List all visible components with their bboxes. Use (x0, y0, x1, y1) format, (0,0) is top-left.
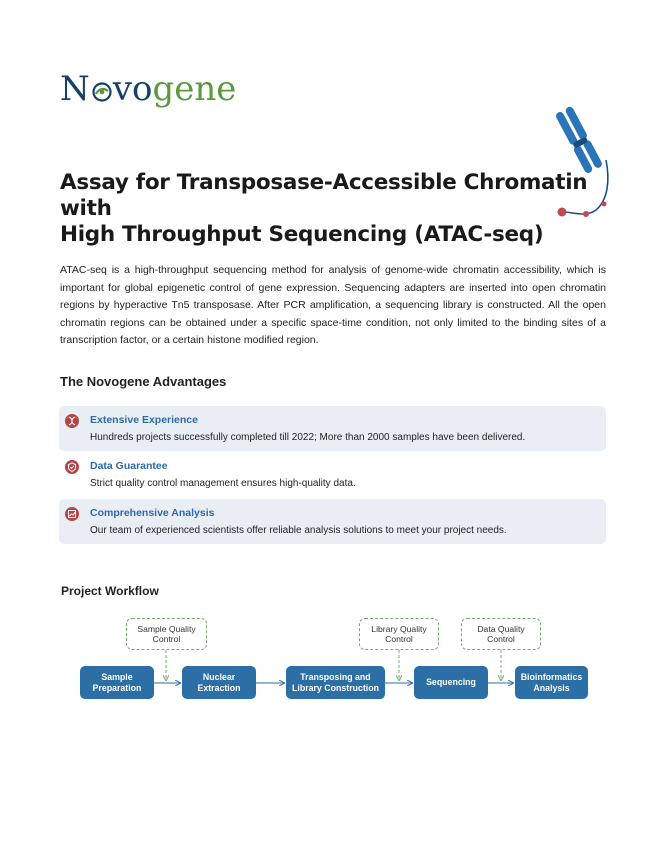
workflow-diagram (0, 610, 662, 710)
step-nuclear-extraction: Nuclear Extraction (182, 666, 256, 699)
title-line-2: High Throughput Sequencing (ATAC-seq) (60, 222, 544, 247)
dna-icon (65, 414, 79, 428)
advantage-desc: Our team of experienced scientists offer reliable analysis solutions to meet your project needs. (90, 525, 507, 536)
advantages-heading: The Novogene Advantages (60, 374, 227, 389)
workflow-heading: Project Workflow (61, 584, 159, 598)
shield-check-icon (65, 460, 79, 474)
step-transposing-library: Transposing and Library Construction (286, 666, 385, 699)
chart-icon (65, 507, 79, 521)
qc-box-sample: Sample Quality Control (126, 618, 207, 650)
advantage-title: Extensive Experience (90, 414, 198, 426)
advantage-desc: Strict quality control management ensures high-quality data. (90, 478, 356, 489)
step-sample-preparation: Sample Preparation (80, 666, 154, 699)
step-bioinformatics: Bioinformatics Analysis (515, 666, 588, 699)
logo-swirl-icon (92, 68, 112, 88)
title-line-1: Assay for Transposase-Accessible Chromatin with (60, 170, 588, 221)
advantage-title: Comprehensive Analysis (90, 507, 215, 519)
page-title (60, 170, 605, 248)
advantage-title: Data Guarantee (90, 460, 168, 472)
step-sequencing: Sequencing (414, 666, 488, 699)
qc-box-data: Data Quality Control (461, 618, 541, 650)
intro-paragraph: ATAC-seq is a high-throughput sequencing method for analysis of genome-wide chromatin accessibility, which is important for global epigenetic control of gene expression. Sequencing adapters are inserted into open chromatin regions by hyperactive Tn5 transposase. After PCR amplification, a sequencing library is constructed. All the open chromatin regions can be obtained under a specific space-time condition, not only limited to the binding sites of a transcription factor, or a certain histone modified region. (60, 264, 606, 346)
advantage-desc: Hundreds projects successfully completed till 2022; More than 2000 samples have been delivered. (90, 432, 526, 443)
logo-letter-n: N (60, 69, 90, 109)
advantage-item-analysis (59, 499, 606, 544)
qc-box-library: Library Quality Control (359, 618, 439, 650)
logo-letters-gene: gene (152, 69, 237, 109)
advantage-item-guarantee (59, 452, 606, 497)
advantage-item-experience (59, 406, 606, 451)
logo-letters-vo: vo (112, 69, 153, 109)
novogene-logo (60, 66, 236, 112)
